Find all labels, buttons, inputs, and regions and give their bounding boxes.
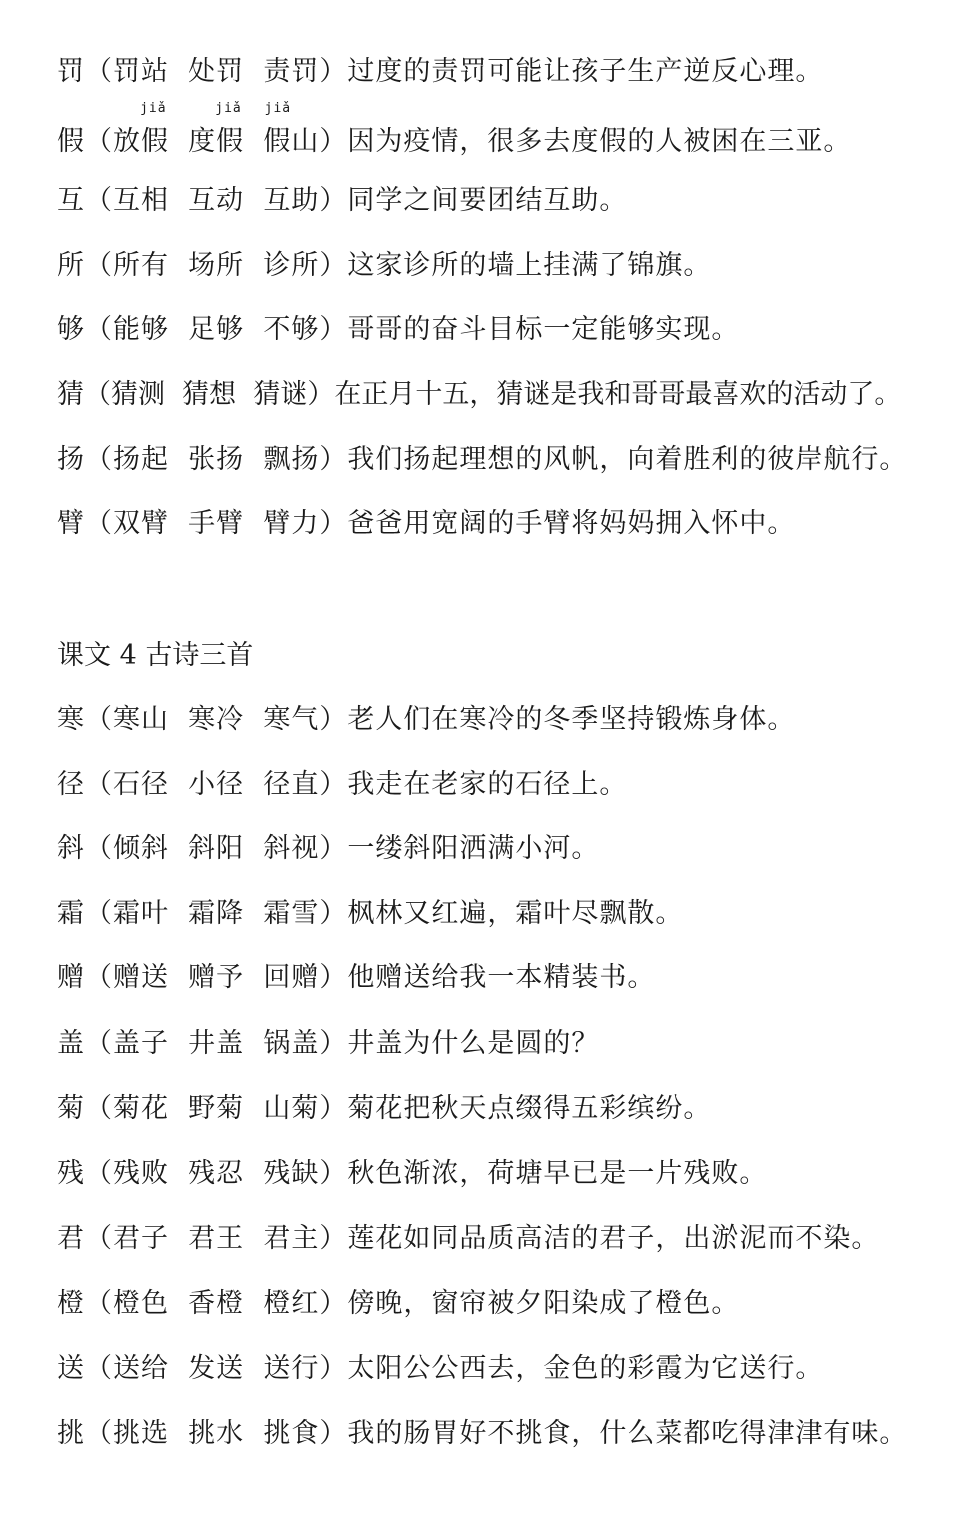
- entry-word: 发送: [188, 1353, 245, 1384]
- vocab-entry-gou: 够（能够 足够 不够）哥哥的奋斗目标一定能够实现。: [57, 314, 740, 345]
- pinyin-annotation: jiǎ: [140, 101, 167, 116]
- vocab-entry-shuang: 霜（霜叶 霜降 霜雪）枫林又红遍，霜叶尽飘散。: [57, 898, 684, 929]
- entry-word: 香橙: [188, 1288, 245, 1319]
- entry-word: 径直: [263, 769, 320, 800]
- section-heading: 课文 4 古诗三首: [57, 640, 254, 671]
- entry-word: 野菊: [188, 1093, 245, 1124]
- entry-word: 挑水: [188, 1418, 245, 1449]
- entry-char: 送: [57, 1353, 85, 1384]
- entry-sentence: 枫林又红遍，霜叶尽飘散。: [347, 898, 684, 929]
- entry-sentence: 我的肠胃好不挑食，什么菜都吃得津津有味。: [347, 1418, 908, 1449]
- entry-word: 罚站: [113, 56, 169, 87]
- entry-word: 山菊: [263, 1093, 320, 1124]
- entry-word: 霜雪: [263, 898, 320, 929]
- entry-word: 飘扬: [263, 444, 320, 475]
- vocab-entry-cai: 猜（猜测 猜想 猜谜）在正月十五，猜谜是我和哥哥最喜欢的活动了。: [57, 379, 902, 410]
- entry-sentence: 井盖为什么是圆的？: [347, 1028, 600, 1059]
- entry-char: 互: [57, 185, 85, 216]
- entry-char: 径: [57, 769, 85, 800]
- entry-word: 足够: [188, 314, 245, 345]
- pinyin-annotation: jiǎ: [264, 101, 292, 116]
- vocab-entry-cheng: 橙（橙色 香橙 橙红）傍晚，窗帘被夕阳染成了橙色。: [57, 1288, 740, 1319]
- vocab-entry-jia: 假（ jiǎ 放假 jiǎ 度假 jiǎ 假山）因为疫情，很多去度假的人被困在三亚。: [57, 124, 851, 160]
- entry-word: 残忍: [188, 1158, 245, 1189]
- entry-word: 君主: [263, 1223, 320, 1254]
- entry-word: 挑食: [263, 1418, 320, 1449]
- entry-word: 臂力: [263, 508, 320, 539]
- entry-word: 盖子: [113, 1028, 169, 1059]
- entry-word: 霜叶: [113, 898, 169, 929]
- entry-word: 君王: [188, 1223, 245, 1254]
- entry-word: 寒气: [263, 704, 320, 735]
- entry-sentence: 这家诊所的墙上挂满了锦旗。: [347, 250, 712, 281]
- vocab-entry-song: 送（送给 发送 送行）太阳公公西去，金色的彩霞为它送行。: [57, 1353, 824, 1384]
- entry-sentence: 秋色渐浓，荷塘早已是一片残败。: [347, 1158, 768, 1189]
- entry-word: 残缺: [263, 1158, 320, 1189]
- entry-word: 诊所: [263, 250, 320, 281]
- entry-sentence: 爸爸用宽阔的手臂将妈妈拥入怀中。: [347, 508, 796, 539]
- entry-word: 猜谜: [253, 379, 308, 410]
- entry-word: 寒山: [113, 704, 169, 735]
- entry-word-with-pinyin: [188, 101, 245, 160]
- entry-word: 所有: [113, 250, 169, 281]
- pinyin-annotation: jiǎ: [215, 101, 242, 116]
- entry-word: 井盖: [188, 1028, 245, 1059]
- entry-char: 寒: [57, 704, 85, 735]
- entry-word: 放假: [113, 126, 169, 157]
- vocab-entry-tiao: 挑（挑选 挑水 挑食）我的肠胃好不挑食，什么菜都吃得津津有味。: [57, 1418, 908, 1449]
- entry-char: 臂: [57, 508, 85, 539]
- entry-sentence: 一缕斜阳洒满小河。: [347, 833, 600, 864]
- vocab-entry-zeng: 赠（赠送 赠予 回赠）他赠送给我一本精装书。: [57, 962, 656, 993]
- entry-char: 赠: [57, 962, 85, 993]
- entry-sentence: 傍晚，窗帘被夕阳染成了橙色。: [347, 1288, 740, 1319]
- entry-word: 斜阳: [188, 833, 245, 864]
- vocab-entry-ju: 菊（菊花 野菊 山菊）菊花把秋天点缀得五彩缤纷。: [57, 1093, 712, 1124]
- entry-word: 处罚: [188, 56, 245, 87]
- vocab-entry-can: 残（残败 残忍 残缺）秋色渐浓，荷塘早已是一片残败。: [57, 1158, 768, 1189]
- vocab-entry-jing: 径（石径 小径 径直）我走在老家的石径上。: [57, 769, 628, 800]
- entry-word-with-pinyin: [113, 101, 169, 160]
- vocab-entry-hu: 互（互相 互动 互助）同学之间要团结互助。: [57, 185, 628, 216]
- entry-word: 赠送: [113, 962, 169, 993]
- entry-char: 菊: [57, 1093, 85, 1124]
- entry-word-with-pinyin: [263, 101, 320, 160]
- entry-word: 小径: [188, 769, 245, 800]
- entry-word: 挑选: [113, 1418, 169, 1449]
- vocab-entry-fa: 罚（罚站 处罚 责罚）过度的责罚可能让孩子生产逆反心理。: [57, 56, 824, 87]
- entry-word: 手臂: [188, 508, 245, 539]
- entry-sentence: 莲花如同品质高洁的君子，出淤泥而不染。: [347, 1223, 880, 1254]
- entry-word: 霜降: [188, 898, 245, 929]
- entry-word: 互相: [113, 185, 169, 216]
- entry-word: 互助: [263, 185, 320, 216]
- entry-word: 橙色: [113, 1288, 169, 1319]
- entry-char: 扬: [57, 444, 85, 475]
- entry-sentence: 菊花把秋天点缀得五彩缤纷。: [347, 1093, 712, 1124]
- entry-char: 盖: [57, 1028, 85, 1059]
- entry-char: 斜: [57, 833, 85, 864]
- entry-word: 责罚: [263, 56, 320, 87]
- entry-char: 挑: [57, 1418, 85, 1449]
- entry-sentence: 他赠送给我一本精装书。: [347, 962, 656, 993]
- entry-char: 君: [57, 1223, 85, 1254]
- vocab-entry-suo: 所（所有 场所 诊所）这家诊所的墙上挂满了锦旗。: [57, 250, 712, 281]
- entry-word: 双臂: [113, 508, 169, 539]
- entry-sentence: 老人们在寒冷的冬季坚持锻炼身体。: [347, 704, 796, 735]
- vocab-entry-yang: 扬（扬起 张扬 飘扬）我们扬起理想的风帆，向着胜利的彼岸航行。: [57, 444, 908, 475]
- vocab-entry-jun: 君（君子 君王 君主）莲花如同品质高洁的君子，出淤泥而不染。: [57, 1223, 880, 1254]
- entry-word: 送行: [263, 1353, 320, 1384]
- entry-char: 霜: [57, 898, 85, 929]
- entry-word: 橙红: [263, 1288, 320, 1319]
- entry-word: 不够: [263, 314, 320, 345]
- entry-sentence: 我们扬起理想的风帆，向着胜利的彼岸航行。: [347, 444, 908, 475]
- entry-char: 罚: [57, 56, 85, 87]
- entry-word: 菊花: [113, 1093, 169, 1124]
- entry-word: 回赠: [263, 962, 320, 993]
- entry-char: 够: [57, 314, 85, 345]
- entry-word: 互动: [188, 185, 245, 216]
- entry-char: 橙: [57, 1288, 85, 1319]
- vocab-entry-xie: 斜（倾斜 斜阳 斜视）一缕斜阳洒满小河。: [57, 833, 600, 864]
- entry-char: 假: [57, 126, 85, 157]
- entry-word: 场所: [188, 250, 245, 281]
- entry-sentence: 哥哥的奋斗目标一定能够实现。: [347, 314, 740, 345]
- entry-word: 假山: [263, 126, 320, 157]
- vocab-entry-bi: 臂（双臂 手臂 臂力）爸爸用宽阔的手臂将妈妈拥入怀中。: [57, 508, 796, 539]
- entry-sentence: 过度的责罚可能让孩子生产逆反心理。: [347, 56, 824, 87]
- entry-word: 斜视: [263, 833, 320, 864]
- entry-word: 猜测: [111, 379, 165, 410]
- entry-word: 猜想: [182, 379, 237, 410]
- entry-sentence: 同学之间要团结互助。: [347, 185, 628, 216]
- entry-word: 度假: [188, 126, 245, 157]
- entry-sentence: 在正月十五，猜谜是我和哥哥最喜欢的活动了。: [334, 379, 902, 410]
- entry-word: 石径: [113, 769, 169, 800]
- entry-word: 能够: [113, 314, 169, 345]
- vocab-entry-gai: 盖（盖子 井盖 锅盖）井盖为什么是圆的？: [57, 1028, 600, 1059]
- entry-word: 张扬: [188, 444, 245, 475]
- entry-word: 扬起: [113, 444, 169, 475]
- entry-sentence: 因为疫情，很多去度假的人被困在三亚。: [347, 126, 852, 157]
- entry-char: 残: [57, 1158, 85, 1189]
- entry-word: 赠予: [188, 962, 245, 993]
- vocab-entry-han: 寒（寒山 寒冷 寒气）老人们在寒冷的冬季坚持锻炼身体。: [57, 704, 796, 735]
- entry-word: 送给: [113, 1353, 169, 1384]
- entry-word: 寒冷: [188, 704, 245, 735]
- entry-word: 锅盖: [263, 1028, 320, 1059]
- entry-word: 残败: [113, 1158, 169, 1189]
- entry-char: 所: [57, 250, 85, 281]
- entry-sentence: 我走在老家的石径上。: [347, 769, 628, 800]
- entry-char: 猜: [57, 379, 84, 410]
- entry-sentence: 太阳公公西去，金色的彩霞为它送行。: [347, 1353, 824, 1384]
- entry-word: 倾斜: [113, 833, 169, 864]
- entry-word: 君子: [113, 1223, 169, 1254]
